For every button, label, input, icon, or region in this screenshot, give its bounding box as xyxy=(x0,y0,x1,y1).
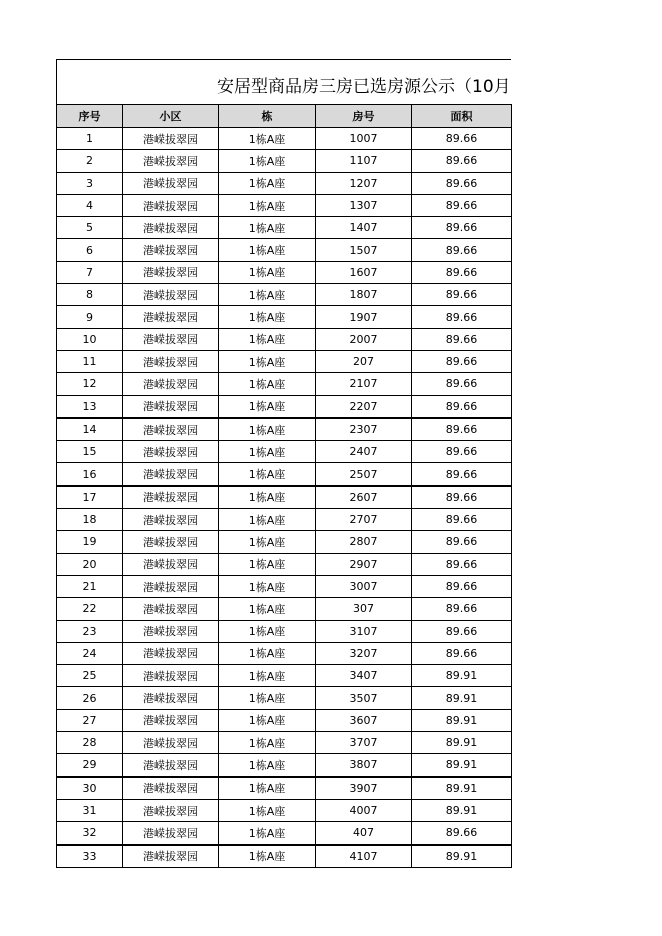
table-row xyxy=(57,709,512,731)
cell-community[interactable]: 港嵘拔翠园 xyxy=(123,709,219,731)
cell-area[interactable]: 89.66 xyxy=(412,239,512,261)
cell-index[interactable]: 27 xyxy=(57,709,123,731)
cell-community[interactable]: 港嵘拔翠园 xyxy=(123,418,219,441)
cell-room[interactable]: 1507 xyxy=(316,239,412,261)
cell-area[interactable]: 89.66 xyxy=(412,463,512,486)
header-area[interactable]: 面积 xyxy=(412,105,512,128)
cell-building[interactable]: 1栋A座 xyxy=(219,754,316,777)
cell-index[interactable]: 13 xyxy=(57,395,123,418)
cell-room[interactable]: 4107 xyxy=(316,845,412,868)
cell-building[interactable]: 1栋A座 xyxy=(219,328,316,350)
header-community[interactable]: 小区 xyxy=(123,105,219,128)
table-row xyxy=(57,687,512,709)
cell-community[interactable]: 港嵘拔翠园 xyxy=(123,553,219,575)
cell-index[interactable]: 9 xyxy=(57,306,123,328)
cell-index[interactable]: 23 xyxy=(57,620,123,642)
cell-index[interactable]: 26 xyxy=(57,687,123,709)
cell-building[interactable]: 1栋A座 xyxy=(219,845,316,868)
cell-room[interactable]: 2507 xyxy=(316,463,412,486)
cell-area[interactable]: 89.66 xyxy=(412,575,512,597)
cell-area[interactable]: 89.91 xyxy=(412,732,512,754)
table-row xyxy=(57,553,512,575)
table-row xyxy=(57,845,512,868)
cell-community[interactable]: 港嵘拔翠园 xyxy=(123,687,219,709)
table-row xyxy=(57,441,512,463)
cell-room[interactable]: 2107 xyxy=(316,373,412,395)
cell-building[interactable]: 1栋A座 xyxy=(219,194,316,216)
cell-index[interactable]: 31 xyxy=(57,799,123,821)
cell-index[interactable]: 15 xyxy=(57,441,123,463)
table-row xyxy=(57,620,512,642)
cell-index[interactable]: 3 xyxy=(57,172,123,194)
cell-building[interactable]: 1栋A座 xyxy=(219,642,316,664)
cell-community[interactable]: 港嵘拔翠园 xyxy=(123,665,219,687)
cell-building[interactable]: 1栋A座 xyxy=(219,709,316,731)
cell-index[interactable]: 8 xyxy=(57,284,123,306)
table-row xyxy=(57,217,512,239)
cell-community[interactable]: 港嵘拔翠园 xyxy=(123,509,219,531)
table-row xyxy=(57,261,512,283)
cell-area[interactable]: 89.66 xyxy=(412,373,512,395)
cell-room[interactable]: 2807 xyxy=(316,531,412,553)
cell-community[interactable]: 港嵘拔翠园 xyxy=(123,261,219,283)
table-row xyxy=(57,418,512,441)
cell-area[interactable]: 89.66 xyxy=(412,486,512,509)
cell-room[interactable]: 3907 xyxy=(316,777,412,800)
cell-community[interactable]: 港嵘拔翠园 xyxy=(123,845,219,868)
cell-index[interactable]: 28 xyxy=(57,732,123,754)
cell-community[interactable]: 港嵘拔翠园 xyxy=(123,642,219,664)
cell-room[interactable]: 1307 xyxy=(316,194,412,216)
cell-room[interactable]: 2407 xyxy=(316,441,412,463)
cell-index[interactable]: 32 xyxy=(57,822,123,845)
cell-community[interactable]: 港嵘拔翠园 xyxy=(123,575,219,597)
cell-community[interactable]: 港嵘拔翠园 xyxy=(123,486,219,509)
cell-index[interactable]: 33 xyxy=(57,845,123,868)
table-row xyxy=(57,799,512,821)
cell-area[interactable]: 89.66 xyxy=(412,509,512,531)
cell-index[interactable]: 7 xyxy=(57,261,123,283)
cell-index[interactable]: 22 xyxy=(57,598,123,620)
cell-index[interactable]: 5 xyxy=(57,217,123,239)
cell-room[interactable]: 3707 xyxy=(316,732,412,754)
cell-building[interactable]: 1栋A座 xyxy=(219,822,316,845)
cell-index[interactable]: 20 xyxy=(57,553,123,575)
cell-community[interactable]: 港嵘拔翠园 xyxy=(123,620,219,642)
cell-community[interactable]: 港嵘拔翠园 xyxy=(123,284,219,306)
cell-building[interactable]: 1栋A座 xyxy=(219,217,316,239)
header-building[interactable]: 栋 xyxy=(219,105,316,128)
cell-building[interactable]: 1栋A座 xyxy=(219,665,316,687)
cell-area[interactable]: 89.66 xyxy=(412,284,512,306)
cell-building[interactable]: 1栋A座 xyxy=(219,395,316,418)
cell-area[interactable]: 89.66 xyxy=(412,598,512,620)
cell-index[interactable]: 10 xyxy=(57,328,123,350)
cell-community[interactable]: 港嵘拔翠园 xyxy=(123,395,219,418)
table-body xyxy=(57,128,512,868)
cell-area[interactable]: 89.66 xyxy=(412,642,512,664)
cell-community[interactable]: 港嵘拔翠园 xyxy=(123,306,219,328)
cell-area[interactable]: 89.66 xyxy=(412,217,512,239)
cell-area[interactable]: 89.66 xyxy=(412,172,512,194)
cell-building[interactable]: 1栋A座 xyxy=(219,799,316,821)
table-row xyxy=(57,239,512,261)
cell-area[interactable]: 89.66 xyxy=(412,553,512,575)
table-row xyxy=(57,194,512,216)
cell-area[interactable]: 89.66 xyxy=(412,620,512,642)
header-index[interactable]: 序号 xyxy=(57,105,123,128)
cell-community[interactable]: 港嵘拔翠园 xyxy=(123,194,219,216)
cell-community[interactable]: 港嵘拔翠园 xyxy=(123,373,219,395)
table-row xyxy=(57,128,512,150)
cell-building[interactable]: 1栋A座 xyxy=(219,598,316,620)
cell-room[interactable]: 3107 xyxy=(316,620,412,642)
cell-room[interactable]: 2207 xyxy=(316,395,412,418)
cell-room[interactable]: 1907 xyxy=(316,306,412,328)
cell-area[interactable]: 89.66 xyxy=(412,194,512,216)
cell-community[interactable]: 港嵘拔翠园 xyxy=(123,777,219,800)
cell-room[interactable]: 1607 xyxy=(316,261,412,283)
cell-room[interactable]: 1007 xyxy=(316,128,412,150)
cell-room[interactable]: 2307 xyxy=(316,418,412,441)
table-row xyxy=(57,575,512,597)
cell-building[interactable]: 1栋A座 xyxy=(219,441,316,463)
cell-community[interactable]: 港嵘拔翠园 xyxy=(123,598,219,620)
housing-table xyxy=(56,104,512,868)
cell-index[interactable]: 21 xyxy=(57,575,123,597)
cell-community[interactable]: 港嵘拔翠园 xyxy=(123,172,219,194)
cell-room[interactable]: 3407 xyxy=(316,665,412,687)
table-row xyxy=(57,486,512,509)
cell-area[interactable]: 89.66 xyxy=(412,531,512,553)
cell-area[interactable]: 89.66 xyxy=(412,128,512,150)
table-row xyxy=(57,598,512,620)
cell-room[interactable]: 2707 xyxy=(316,509,412,531)
table-row xyxy=(57,665,512,687)
spreadsheet xyxy=(56,59,511,868)
cell-area[interactable]: 89.66 xyxy=(412,150,512,172)
cell-area[interactable]: 89.91 xyxy=(412,754,512,777)
cell-building[interactable]: 1栋A座 xyxy=(219,350,316,372)
cell-building[interactable]: 1栋A座 xyxy=(219,486,316,509)
cell-room[interactable]: 2007 xyxy=(316,328,412,350)
cell-room[interactable]: 3507 xyxy=(316,687,412,709)
cell-building[interactable]: 1栋A座 xyxy=(219,306,316,328)
cell-community[interactable]: 港嵘拔翠园 xyxy=(123,732,219,754)
cell-building[interactable]: 1栋A座 xyxy=(219,463,316,486)
cell-community[interactable]: 港嵘拔翠园 xyxy=(123,441,219,463)
cell-building[interactable]: 1栋A座 xyxy=(219,239,316,261)
cell-area[interactable]: 89.66 xyxy=(412,306,512,328)
cell-community[interactable]: 港嵘拔翠园 xyxy=(123,350,219,372)
cell-area[interactable]: 89.66 xyxy=(412,418,512,441)
cell-building[interactable]: 1栋A座 xyxy=(219,150,316,172)
cell-community[interactable]: 港嵘拔翠园 xyxy=(123,463,219,486)
cell-community[interactable]: 港嵘拔翠园 xyxy=(123,150,219,172)
cell-area[interactable]: 89.91 xyxy=(412,709,512,731)
cell-area[interactable]: 89.91 xyxy=(412,665,512,687)
cell-building[interactable]: 1栋A座 xyxy=(219,531,316,553)
table-row xyxy=(57,754,512,777)
table-row xyxy=(57,463,512,486)
cell-room[interactable]: 1107 xyxy=(316,150,412,172)
cell-area[interactable]: 89.91 xyxy=(412,687,512,709)
cell-index[interactable]: 18 xyxy=(57,509,123,531)
cell-index[interactable]: 30 xyxy=(57,777,123,800)
cell-room[interactable]: 3207 xyxy=(316,642,412,664)
cell-index[interactable]: 2 xyxy=(57,150,123,172)
cell-room[interactable]: 1207 xyxy=(316,172,412,194)
cell-room[interactable]: 1807 xyxy=(316,284,412,306)
cell-community[interactable]: 港嵘拔翠园 xyxy=(123,328,219,350)
table-row xyxy=(57,509,512,531)
cell-index[interactable]: 4 xyxy=(57,194,123,216)
cell-index[interactable]: 24 xyxy=(57,642,123,664)
cell-area[interactable]: 89.66 xyxy=(412,395,512,418)
table-row xyxy=(57,306,512,328)
cell-community[interactable]: 港嵘拔翠园 xyxy=(123,799,219,821)
cell-index[interactable]: 6 xyxy=(57,239,123,261)
cell-building[interactable]: 1栋A座 xyxy=(219,284,316,306)
table-row xyxy=(57,350,512,372)
cell-area[interactable]: 89.66 xyxy=(412,261,512,283)
cell-community[interactable]: 港嵘拔翠园 xyxy=(123,217,219,239)
cell-area[interactable]: 89.66 xyxy=(412,822,512,845)
cell-building[interactable]: 1栋A座 xyxy=(219,732,316,754)
cell-room[interactable]: 3607 xyxy=(316,709,412,731)
cell-building[interactable]: 1栋A座 xyxy=(219,553,316,575)
cell-community[interactable]: 港嵘拔翠园 xyxy=(123,128,219,150)
cell-building[interactable]: 1栋A座 xyxy=(219,777,316,800)
cell-community[interactable]: 港嵘拔翠园 xyxy=(123,239,219,261)
cell-index[interactable]: 25 xyxy=(57,665,123,687)
cell-area[interactable]: 89.66 xyxy=(412,328,512,350)
cell-index[interactable]: 14 xyxy=(57,418,123,441)
table-row xyxy=(57,732,512,754)
table-row xyxy=(57,373,512,395)
cell-area[interactable]: 89.66 xyxy=(412,350,512,372)
table-row xyxy=(57,777,512,800)
cell-area[interactable]: 89.91 xyxy=(412,845,512,868)
cell-building[interactable]: 1栋A座 xyxy=(219,261,316,283)
title-bar xyxy=(56,59,511,104)
cell-room[interactable]: 1407 xyxy=(316,217,412,239)
cell-index[interactable]: 1 xyxy=(57,128,123,150)
table-row xyxy=(57,328,512,350)
table-row xyxy=(57,642,512,664)
table-row xyxy=(57,395,512,418)
cell-index[interactable]: 29 xyxy=(57,754,123,777)
cell-index[interactable]: 12 xyxy=(57,373,123,395)
table-row xyxy=(57,531,512,553)
cell-room[interactable]: 2907 xyxy=(316,553,412,575)
table-row xyxy=(57,172,512,194)
cell-building[interactable]: 1栋A座 xyxy=(219,128,316,150)
page-title: 安居型商品房三房已选房源公示（10月 xyxy=(217,77,511,97)
cell-index[interactable]: 16 xyxy=(57,463,123,486)
cell-index[interactable]: 19 xyxy=(57,531,123,553)
cell-building[interactable]: 1栋A座 xyxy=(219,172,316,194)
cell-community[interactable]: 港嵘拔翠园 xyxy=(123,531,219,553)
cell-room[interactable]: 2607 xyxy=(316,486,412,509)
cell-room[interactable]: 3807 xyxy=(316,754,412,777)
cell-area[interactable]: 89.66 xyxy=(412,441,512,463)
table-row xyxy=(57,150,512,172)
cell-building[interactable]: 1栋A座 xyxy=(219,418,316,441)
cell-area[interactable]: 89.91 xyxy=(412,777,512,800)
cell-community[interactable]: 港嵘拔翠园 xyxy=(123,754,219,777)
cell-community[interactable]: 港嵘拔翠园 xyxy=(123,822,219,845)
cell-index[interactable]: 17 xyxy=(57,486,123,509)
cell-room[interactable]: 4007 xyxy=(316,799,412,821)
table-row xyxy=(57,284,512,306)
table-row xyxy=(57,822,512,845)
cell-building[interactable]: 1栋A座 xyxy=(219,620,316,642)
cell-area[interactable]: 89.91 xyxy=(412,799,512,821)
header-room[interactable]: 房号 xyxy=(316,105,412,128)
cell-building[interactable]: 1栋A座 xyxy=(219,687,316,709)
cell-room[interactable]: 207 xyxy=(316,350,412,372)
header-row xyxy=(57,105,512,128)
cell-building[interactable]: 1栋A座 xyxy=(219,373,316,395)
cell-room[interactable]: 307 xyxy=(316,598,412,620)
cell-building[interactable]: 1栋A座 xyxy=(219,575,316,597)
cell-room[interactable]: 3007 xyxy=(316,575,412,597)
cell-building[interactable]: 1栋A座 xyxy=(219,509,316,531)
cell-index[interactable]: 11 xyxy=(57,350,123,372)
cell-room[interactable]: 407 xyxy=(316,822,412,845)
